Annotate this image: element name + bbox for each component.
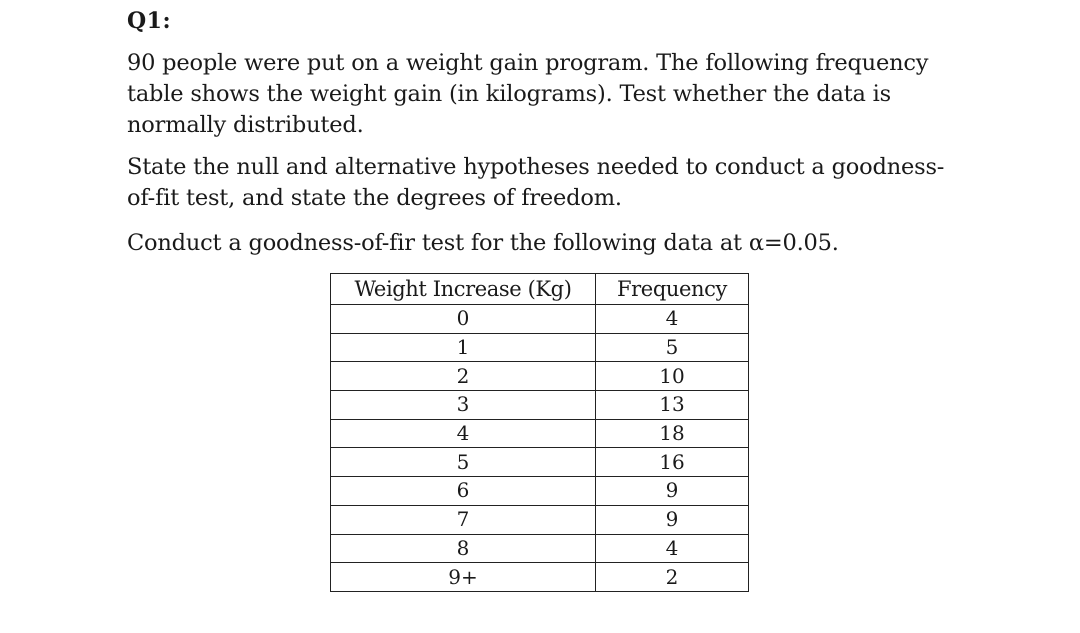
weight-cell: 2 (331, 362, 596, 391)
weight-cell: 1 (331, 333, 596, 362)
frequency-cell: 9 (596, 477, 749, 506)
weight-cell: 5 (331, 448, 596, 477)
table-row (331, 534, 749, 563)
table-row (331, 505, 749, 534)
frequency-cell: 18 (596, 419, 749, 448)
frequency-cell: 10 (596, 362, 749, 391)
table-row (331, 391, 749, 420)
weight-cell: 4 (331, 419, 596, 448)
table-row (331, 448, 749, 477)
frequency-cell: 9 (596, 505, 749, 534)
table-row (331, 419, 749, 448)
frequency-cell: 4 (596, 305, 749, 334)
weight-cell: 8 (331, 534, 596, 563)
frequency-table (330, 273, 749, 592)
weight-cell: 6 (331, 477, 596, 506)
table-row (331, 333, 749, 362)
header-frequency: Frequency (596, 274, 749, 305)
frequency-cell: 13 (596, 391, 749, 420)
table-row (331, 362, 749, 391)
weight-cell: 9+ (331, 563, 596, 592)
table-row (331, 477, 749, 506)
frequency-cell: 2 (596, 563, 749, 592)
weight-cell: 7 (331, 505, 596, 534)
frequency-cell: 5 (596, 333, 749, 362)
test-instruction: Conduct a goodness-of-fir test for the following data at α=0.05. (127, 230, 839, 256)
hypotheses-instruction: State the null and alternative hypotheses needed to conduct a goodness-of-fit test, and state the degrees of freedom. (127, 154, 945, 211)
problem-statement: 90 people were put on a weight gain program. The following frequency table shows the weight gain (in kilograms). Test whether the data is normally distributed. (127, 50, 929, 138)
table-row (331, 563, 749, 592)
frequency-cell: 4 (596, 534, 749, 563)
weight-cell: 3 (331, 391, 596, 420)
table-header-row (331, 274, 749, 305)
header-weight-increase: Weight Increase (Kg) (331, 274, 596, 305)
frequency-cell: 16 (596, 448, 749, 477)
question-label: Q1: (127, 8, 172, 34)
table-row (331, 305, 749, 334)
weight-cell: 0 (331, 305, 596, 334)
